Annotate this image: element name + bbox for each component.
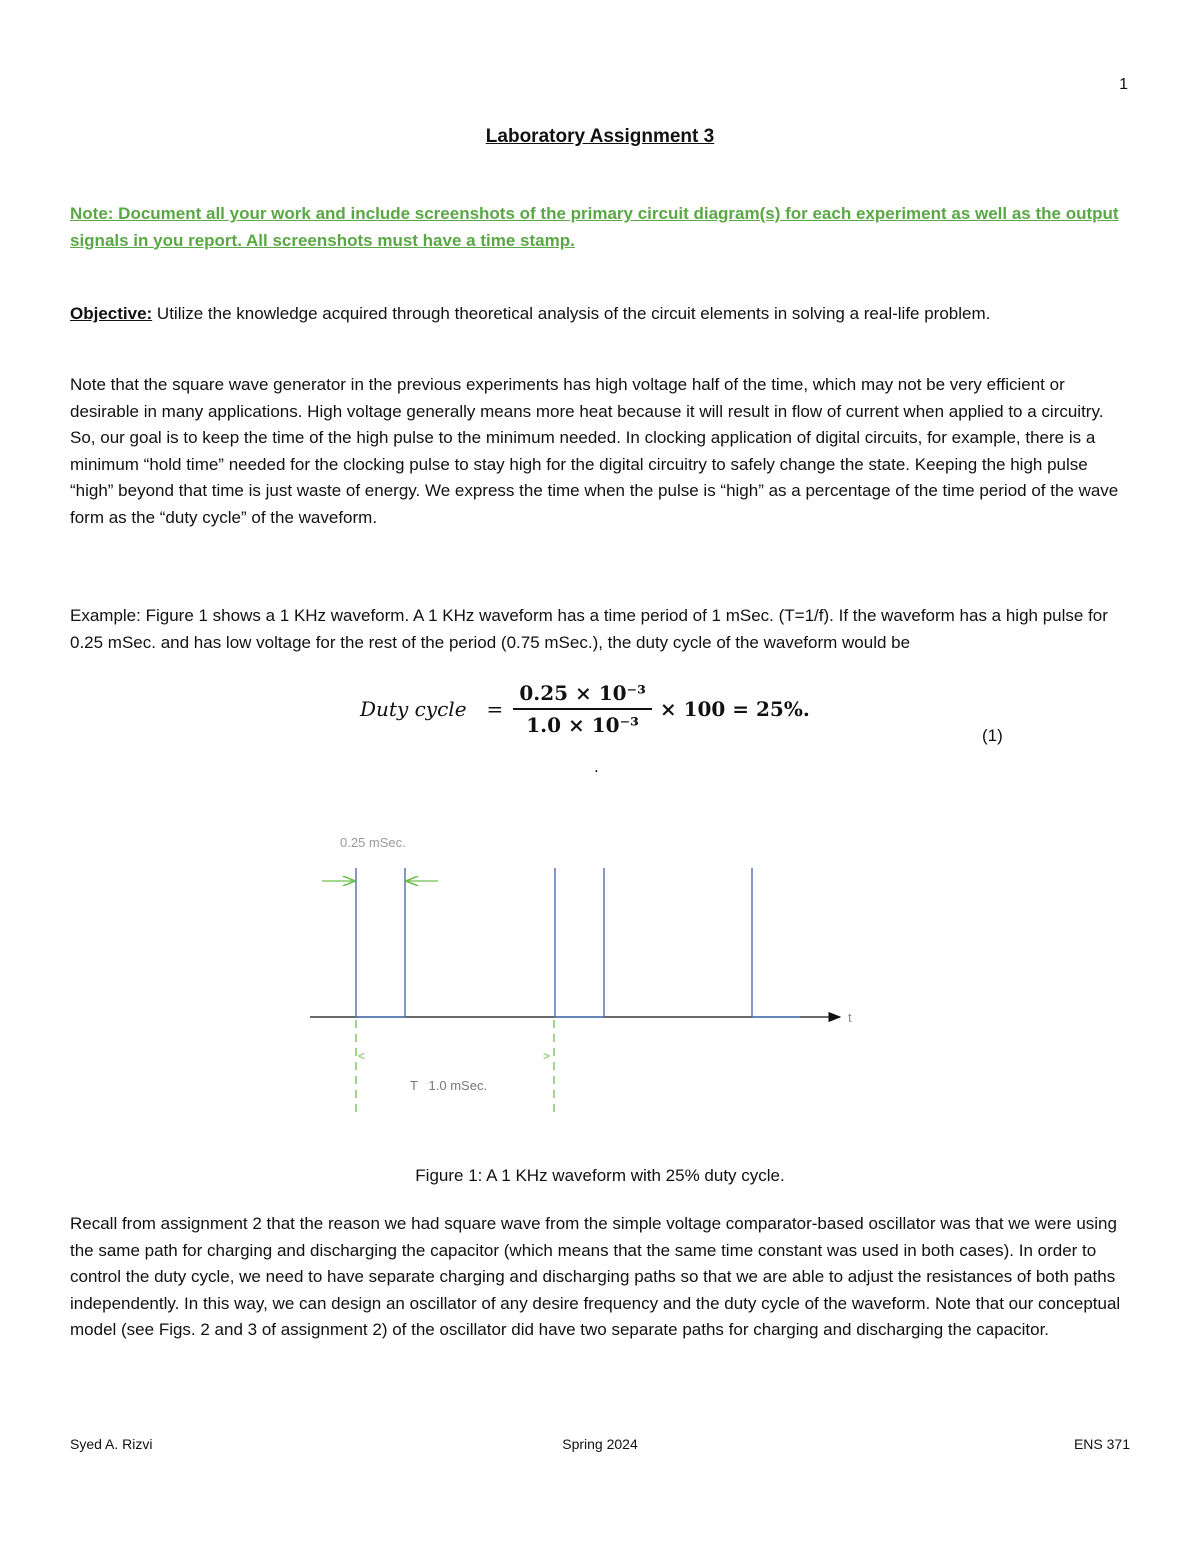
pulse-width-label: 0.25 mSec.	[340, 835, 406, 850]
objective-paragraph	[70, 301, 1132, 328]
equation-number: (1)	[982, 726, 1003, 745]
equation-equals: =	[486, 697, 504, 721]
note-paragraph: Note: Document all your work and include screenshots of the primary circuit diagram(s) for each experiment as well as the output signals in you report. All screenshots must have a time stamp.	[70, 204, 1119, 250]
page-title: Laboratory Assignment 3	[485, 126, 715, 147]
footer-term: Spring 2024	[562, 1436, 638, 1452]
page-number: 1	[1119, 76, 1128, 93]
example-paragraph: Example: Figure 1 shows a 1 KHz waveform. A 1 KHz waveform has a time period of 1 mSec. (T=1/f). If the waveform has a high pulse for 0.25 mSec. and has low voltage for the rest of the period (0.75 mSec.), the duty cycle of the waveform would be	[70, 606, 1108, 652]
equation-fraction	[513, 681, 652, 737]
stray-dot: .	[594, 757, 599, 776]
footer-author: Syed A. Rizvi	[70, 1436, 153, 1452]
period-arrow-right: >	[543, 1049, 551, 1063]
figure-caption: Figure 1: A 1 KHz waveform with 25% duty cycle.	[415, 1166, 785, 1185]
objective-label: Objective:	[70, 304, 153, 323]
equation-lhs: Duty cycle	[360, 697, 467, 721]
equation-denominator: 1.0 × 10⁻³	[526, 713, 639, 737]
time-axis-label: t	[848, 1010, 852, 1025]
period-label: T 1.0 mSec.	[410, 1078, 488, 1093]
objective-text: Utilize the knowledge acquired through theoretical analysis of the circuit elements in solving a real-life problem.	[152, 304, 991, 323]
period-arrow-left: <	[358, 1049, 366, 1063]
footer-course: ENS 371	[1073, 1436, 1130, 1452]
waveform-figure	[300, 820, 880, 1120]
recall-paragraph: Recall from assignment 2 that the reason we had square wave from the simple voltage comparator-based oscillator was that we were using the same path for charging and discharging the capacitor (which means that the same time constant was used in both cases). In order to control the duty cycle, we need to have separate charging and discharging paths so that we are able to adjust the resistances of both paths independently. In this way, we can design an oscillator of any desire frequency and the duty cycle of the waveform. Note that our conceptual model (see Figs. 2 and 3 of assignment 2) of the oscillator did have two separate paths for charging and discharging the capacitor.	[70, 1214, 1121, 1339]
duty-cycle-equation	[360, 672, 810, 746]
equation-numerator: 0.25 × 10⁻³	[513, 681, 652, 710]
duty-cycle-paragraph: Note that the square wave generator in the previous experiments has high voltage half of the time, which may not be very efficient or desirable in many applications. High voltage generally means more heat because it will result in flow of current when applied to a circuitry. So, our goal is to keep the time of the high pulse to the minimum needed. In clocking application of digital circuits, for example, there is a minimum “hold time” needed for the clocking pulse to stay high for the digital circuitry to safely change the state. Keeping the high pulse “high” beyond that time is just waste of energy. We express the time when the pulse is “high” as a percentage of the time period of the wave form as the “duty cycle” of the waveform.	[70, 375, 1119, 527]
equation-result: × 100 = 25%.	[659, 697, 810, 721]
